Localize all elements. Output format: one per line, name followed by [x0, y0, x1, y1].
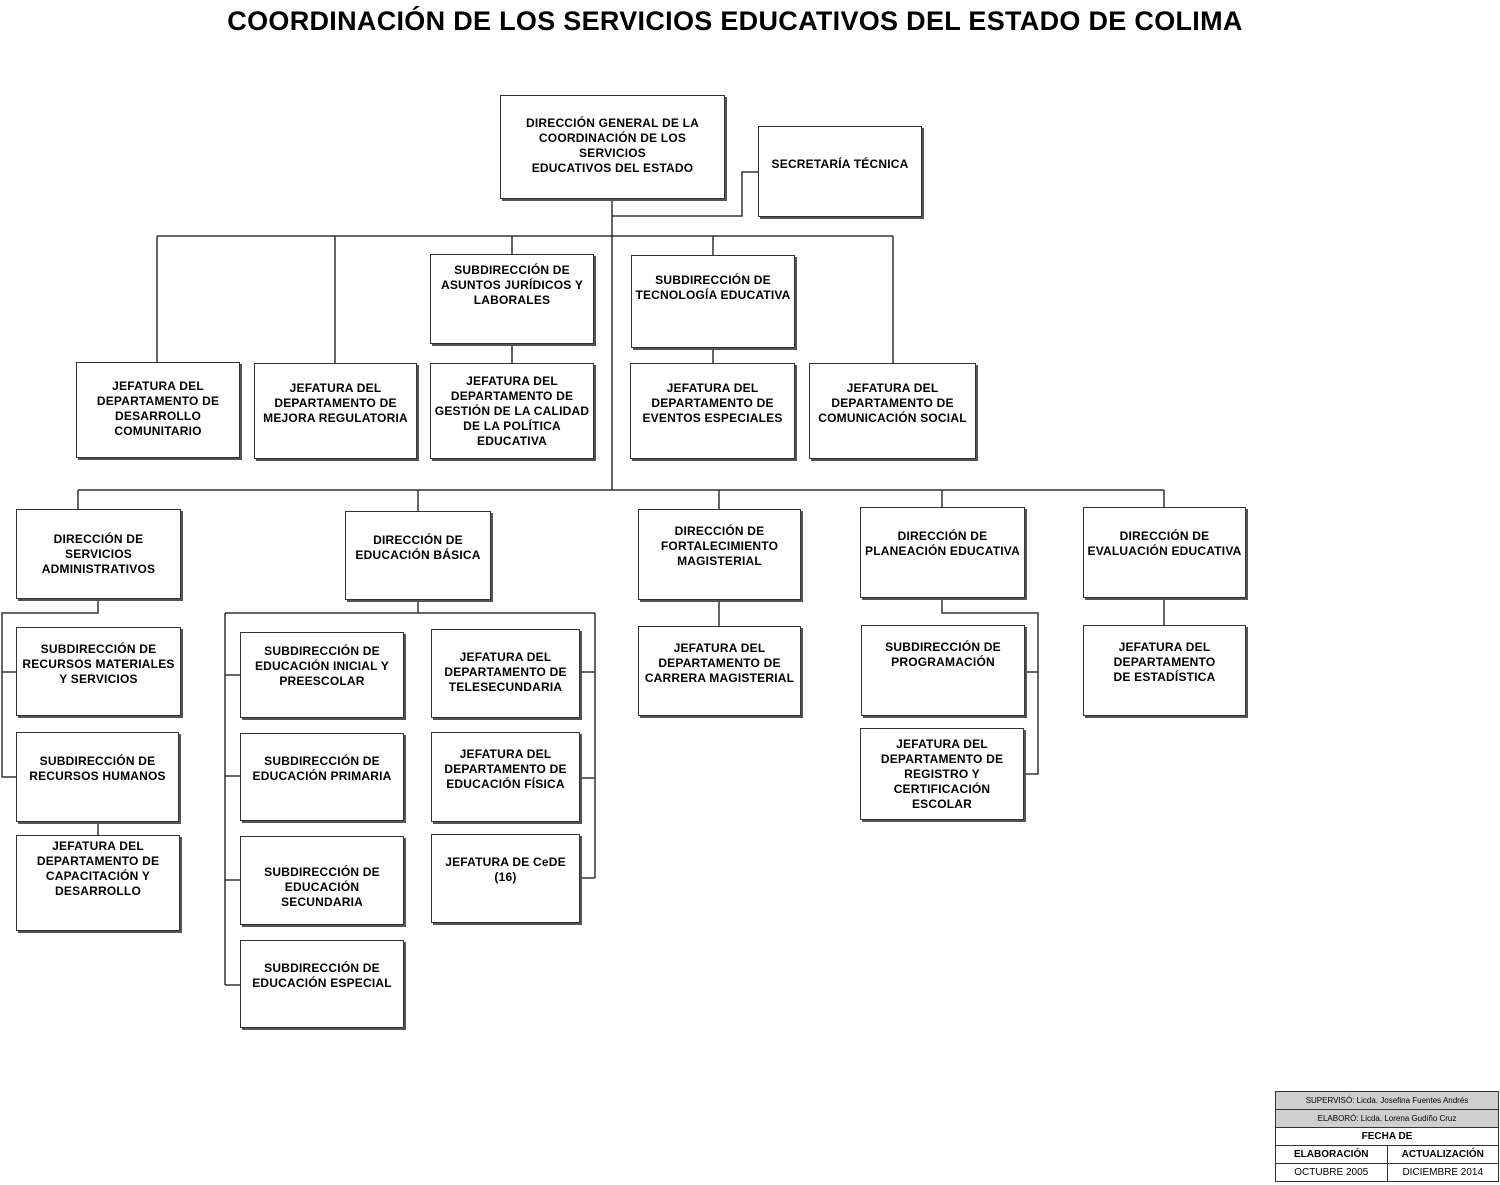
node-jef-educacion-fisica: JEFATURA DEL DEPARTAMENTO DE EDUCACIÓN FÍSICA	[431, 732, 580, 822]
page-title: COORDINACIÓN DE LOS SERVICIOS EDUCATIVOS DEL ESTADO DE COLIMA	[227, 6, 1243, 36]
node-jef-comunicacion-social: JEFATURA DEL DEPARTAMENTO DE COMUNICACIÓN SOCIAL	[809, 363, 976, 459]
footer-superviso: SUPERVISÓ: Licda. Josefina Fuentes Andrés	[1276, 1092, 1498, 1110]
footer-elaboracion-label: ELABORACIÓN	[1276, 1146, 1388, 1163]
node-sub-tecnologia: SUBDIRECCIÓN DE TECNOLOGÍA EDUCATIVA	[631, 255, 795, 348]
node-dir-evaluacion: DIRECCIÓN DE EVALUACIÓN EDUCATIVA	[1083, 507, 1246, 598]
node-dir-fortalecimiento: DIRECCIÓN DE FORTALECIMIENTO MAGISTERIAL	[638, 509, 801, 600]
footer-actualizacion-value: DICIEMBRE 2014	[1402, 1167, 1484, 1178]
node-sub-asuntos-juridicos: SUBDIRECCIÓN DE ASUNTOS JURÍDICOS Y LABORALES	[430, 254, 594, 344]
node-jef-cede: JEFATURA DE CeDE (16)	[431, 834, 580, 923]
node-dir-planeacion: DIRECCIÓN DE PLANEACIÓN EDUCATIVA	[860, 507, 1025, 598]
footer-labels-row	[1276, 1146, 1498, 1164]
node-jef-desarrollo-comunitario: JEFATURA DEL DEPARTAMENTO DE DESARROLLO COMUNITARIO	[76, 362, 240, 458]
node-sub-recursos-materiales: SUBDIRECCIÓN DE RECURSOS MATERIALES Y SERVICIOS	[16, 627, 181, 716]
node-sub-secundaria: SUBDIRECCIÓN DE EDUCACIÓN SECUNDARIA	[240, 836, 404, 925]
node-jef-eventos-especiales: JEFATURA DEL DEPARTAMENTO DE EVENTOS ESPECIALES	[630, 363, 795, 459]
footer-elaboracion-value: OCTUBRE 2005	[1276, 1164, 1388, 1181]
node-sub-recursos-humanos: SUBDIRECCIÓN DE RECURSOS HUMANOS	[16, 732, 179, 822]
node-jef-capacitacion: JEFATURA DEL DEPARTAMENTO DE CAPACITACIÓN Y DESARROLLO	[16, 835, 180, 931]
footer-fecha-de: FECHA DE	[1276, 1128, 1498, 1146]
node-dir-servicios-admin: DIRECCIÓN DE SERVICIOS ADMINISTRATIVOS	[16, 509, 181, 599]
node-jef-carrera-magisterial: JEFATURA DEL DEPARTAMENTO DE CARRERA MAGISTERIAL	[638, 626, 801, 716]
node-jef-registro-certificacion: JEFATURA DEL DEPARTAMENTO DE REGISTRO Y CERTIFICACIÓN ESCOLAR	[860, 728, 1024, 820]
footer-actualizacion-label: ACTUALIZACIÓN	[1401, 1149, 1484, 1160]
node-secretaria-tecnica: SECRETARÍA TÉCNICA	[758, 126, 922, 217]
node-jef-telesecundaria: JEFATURA DEL DEPARTAMENTO DE TELESECUNDARIA	[431, 629, 580, 718]
node-jef-estadistica: JEFATURA DEL DEPARTAMENTO DE ESTADÍSTICA	[1083, 625, 1246, 716]
footer-elaboro: ELABORÓ: Licda. Lorena Gudiño Cruz	[1276, 1110, 1498, 1128]
node-jef-gestion-calidad: JEFATURA DEL DEPARTAMENTO DE GESTIÓN DE LA CALIDAD DE LA POLÍTICA EDUCATIVA	[430, 363, 594, 459]
node-dir-educacion-basica: DIRECCIÓN DE EDUCACIÓN BÁSICA	[345, 511, 491, 600]
node-sub-primaria: SUBDIRECCIÓN DE EDUCACIÓN PRIMARIA	[240, 733, 404, 821]
node-sub-inicial-preescolar: SUBDIRECCIÓN DE EDUCACIÓN INICIAL Y PREESCOLAR	[240, 632, 404, 718]
node-direccion-general: DIRECCIÓN GENERAL DE LA COORDINACIÓN DE LOS SERVICIOS EDUCATIVOS DEL ESTADO	[500, 95, 725, 199]
node-sub-especial: SUBDIRECCIÓN DE EDUCACIÓN ESPECIAL	[240, 940, 404, 1028]
node-jef-mejora-regulatoria: JEFATURA DEL DEPARTAMENTO DE MEJORA REGULATORIA	[254, 363, 417, 459]
footer-values-row	[1276, 1164, 1498, 1181]
node-sub-programacion: SUBDIRECCIÓN DE PROGRAMACIÓN	[861, 625, 1025, 716]
footer-table	[1275, 1091, 1499, 1182]
